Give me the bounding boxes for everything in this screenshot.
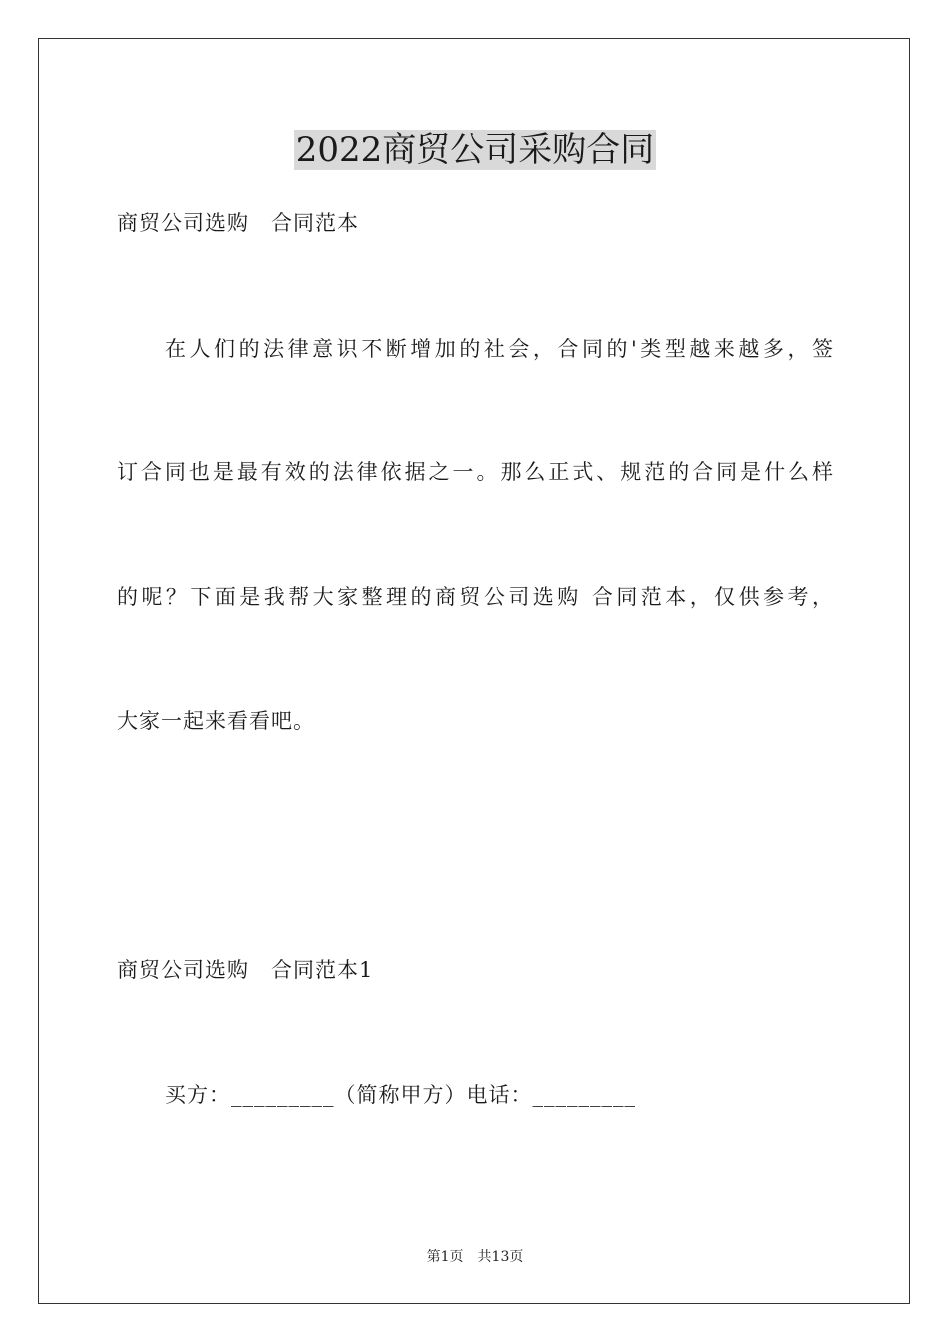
intro-line-1: 在人们的法律意识不断增加的社会，合同的'类型越来越多，签 bbox=[165, 337, 833, 361]
section-heading: 商贸公司选购 合同范本1 bbox=[117, 958, 374, 982]
intro-line-2: 订合同也是最有效的法律依据之一。那么正式、规范的合同是什么样 bbox=[117, 460, 833, 484]
buyer-line: 买方：_________（简称甲方）电话：_________ bbox=[165, 1083, 636, 1107]
document-title-text: 2022商贸公司采购合同 bbox=[295, 130, 655, 170]
intro-line-3: 的呢？下面是我帮大家整理的商贸公司选购 合同范本，仅供参考， bbox=[117, 585, 833, 609]
intro-line-4: 大家一起来看看吧。 bbox=[117, 709, 315, 733]
document-title bbox=[0, 128, 950, 172]
page-footer: 第1页 共13页 bbox=[426, 1249, 524, 1265]
document-subtitle: 商贸公司选购 合同范本 bbox=[117, 211, 359, 235]
